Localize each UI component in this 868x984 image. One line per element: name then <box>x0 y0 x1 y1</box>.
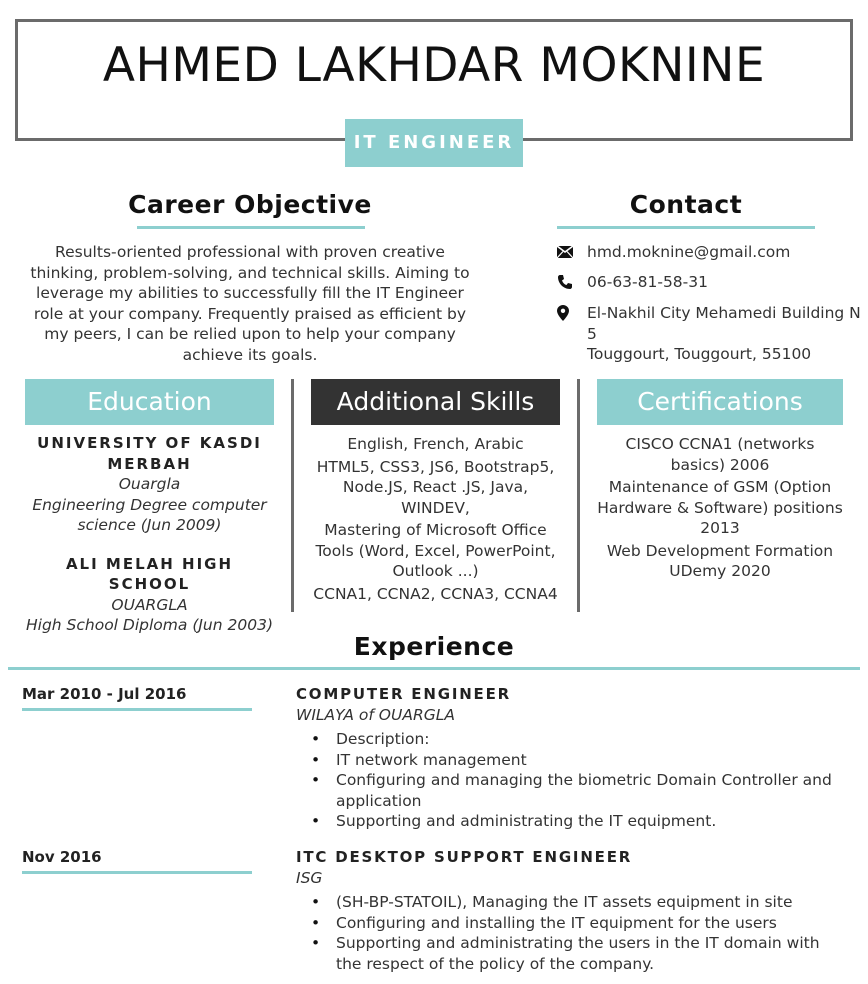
contact-email-row <box>557 242 790 263</box>
education-banner: Education <box>25 379 274 425</box>
education-item <box>25 433 274 536</box>
job-entry <box>296 684 836 832</box>
skill-item: CCNA1, CCNA2, CCNA3, CCNA4 <box>313 584 558 603</box>
contact-phone: 06-63-81-58-31 <box>587 273 708 291</box>
envelope-icon <box>557 242 587 262</box>
school-degree: High School Diploma (Jun 2003) <box>25 616 274 634</box>
job-title: ITC DESKTOP SUPPORT ENGINEER <box>296 848 633 866</box>
school-name: ALI MELAH HIGH SCHOOL <box>65 554 234 593</box>
contact-email: hmd.moknine@gmail.com <box>587 243 791 261</box>
job-bullet: • Configuring and managing the biometric Domain Controller and application <box>296 770 836 811</box>
experience-heading: Experience <box>353 632 515 661</box>
job-dates: Mar 2010 - Jul 2016 <box>22 685 187 703</box>
job-bullets <box>296 729 836 832</box>
job-title: COMPUTER ENGINEER <box>296 685 512 703</box>
job-bullet: • Configuring and installing the IT equipment for the users <box>296 913 836 934</box>
skill-item: HTML5, CSS3, JS6, Bootstrap5, Node.JS, React .JS, Java, WINDEV, <box>316 457 555 517</box>
certifications-banner: Certifications <box>597 379 843 425</box>
phone-icon <box>557 272 587 292</box>
job-company: WILAYA of OUARGLA <box>296 705 455 724</box>
skills-list <box>311 434 560 604</box>
school-name: UNIVERSITY OF KASDI MERBAH <box>37 434 262 473</box>
job-dates-underline <box>22 871 252 874</box>
job-bullet: • IT network management <box>296 750 836 771</box>
certification-item: Maintenance of GSM (Option Hardware & Software) positions 2013 <box>597 478 843 537</box>
job-bullet: • Supporting and administrating the IT equipment. <box>296 811 836 832</box>
contact-address-line1: El-Nakhil City Mehamedi Building N 5 <box>587 304 861 343</box>
job-company: ISG <box>296 868 323 887</box>
job-entry <box>296 847 836 974</box>
column-divider-right <box>577 379 580 612</box>
education-item <box>25 554 274 636</box>
column-divider-left <box>291 379 294 612</box>
career-objective-heading: Career Objective <box>128 190 372 219</box>
certification-item: Web Development Formation UDemy 2020 <box>606 541 834 580</box>
map-pin-icon <box>557 303 587 323</box>
job-dates: Nov 2016 <box>22 848 102 866</box>
skill-item: English, French, Arabic <box>347 435 524 453</box>
school-location: Ouargla <box>118 475 181 493</box>
candidate-name: AHMED LAKHDAR MOKNINE <box>102 38 766 93</box>
job-title-badge: IT ENGINEER <box>345 119 523 167</box>
job-bullet: • Description: <box>296 729 836 750</box>
job-bullet: • Supporting and administrating the users in the IT domain with the respect of the policy of the company. <box>296 933 836 974</box>
skill-item: Mastering of Microsoft Office Tools (Word, Excel, PowerPoint, Outlook ...) <box>315 521 556 580</box>
career-objective-text: Results-oriented professional with proven creative thinking, problem-solving, and technical skills. Aiming to leverage my abilities to successfully fill the IT Engineer role at your company. Frequently praised as efficient by my peers, I can be relied upon to help your company achieve its goals. <box>30 243 470 364</box>
job-bullet: • (SH-BP-STATOIL), Managing the IT assets equipment in site <box>296 892 836 913</box>
skills-banner: Additional Skills <box>311 379 560 425</box>
school-location: OUARGLA <box>111 595 188 614</box>
contact-phone-row <box>557 272 708 293</box>
contact-underline <box>557 226 815 229</box>
contact-address-line2: Touggourt, Touggourt, 55100 <box>587 345 812 363</box>
certifications-list <box>597 434 843 582</box>
education-list <box>25 433 274 636</box>
job-dates-underline <box>22 708 252 711</box>
school-degree: Engineering Degree computer science (Jun 2009) <box>32 495 267 534</box>
career-objective-underline <box>137 226 365 229</box>
experience-rule <box>8 667 860 670</box>
contact-heading: Contact <box>629 190 743 219</box>
contact-address-row <box>557 303 868 365</box>
job-bullets <box>296 892 836 974</box>
certification-item: CISCO CCNA1 (networks basics) 2006 <box>625 435 815 474</box>
